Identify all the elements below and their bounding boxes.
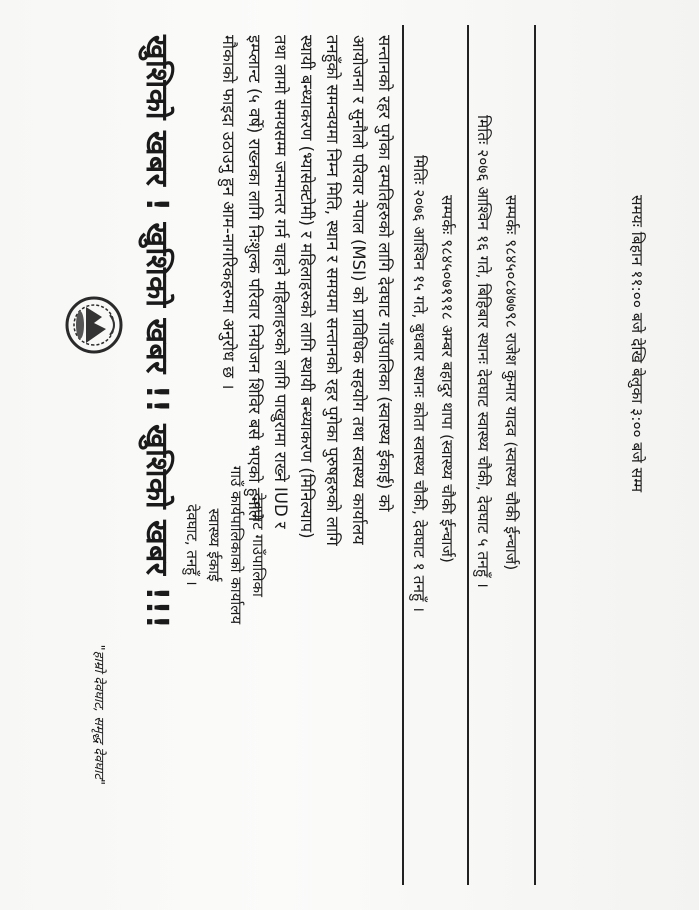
issuing-office	[181, 415, 269, 675]
headline: खुशिको खबर ! खुशिको खबर !! खुशिको खबर !!!	[139, 35, 174, 630]
body-line: इम्प्लान्ट (५ वर्षे) राख्नका लागि निःशुल्क परिवार नियोजन शिविर बसे भएको हुनाले	[245, 35, 264, 522]
divider	[468, 25, 470, 885]
body-line: स्थायी बन्ध्याकरण (भ्यासेक्टोमी) र महिलाहरुको लागि स्थायी बन्ध्याकरण (मिनिल्याप)	[297, 35, 316, 539]
office-unit: स्वास्थ्य ईकाई	[205, 508, 223, 582]
body-line: मौकाको फाइदा उठाउनु हुन आम-नागरिकहरुमा अनुरोध छ ।	[219, 35, 238, 390]
divider	[535, 25, 537, 885]
slogan: "हाम्रो देवघाट, समृद्ध देवघाट"	[91, 644, 106, 785]
body-line: तनहुँको समन्वयमा निम्न मिति, स्थान र समयमा सन्तानको रहर पुगेका पुरुषहरुको लागि	[323, 35, 342, 546]
event2-date: मितिः २०७६ आश्विन १६ गते, बिहिबार स्थानः देवघाट स्वास्थ्य चौकी, देवघाट ५ तनहुँ ।	[474, 115, 492, 588]
body-line: आयोजना र सुनौलो परिवार नेपाल (MSI) को प्राविधिक सहयोग तथा स्वास्थ्य कार्यालय	[349, 35, 368, 545]
nepal-emblem-icon	[64, 295, 124, 355]
office-address: देवघाट, तनहुँ ।	[183, 504, 201, 586]
event1-date: मितिः २०७६ आश्विन १५ गते, बुधबार स्थानः कोता स्वास्थ्य चौकी, देवघाट १ तनहुँ ।	[410, 155, 428, 613]
body-line: तथा लामो समयसम्म जन्मान्तर गर्न चाहने महिलाहरुको लागि पाखुरामा राख्ने IUD र	[271, 35, 290, 529]
event1-contact: सम्पर्कः ९८४५०७१९१८ अम्बर बहादुर थापा (स्वास्थ्य चौकी ईन्चार्ज)	[438, 195, 456, 563]
time-line: समयः बिहान ११:०० बजे देखि बेलुका ३:०० बजे सम्म	[628, 195, 646, 493]
body-line: सन्तानको रहर पुगेका दम्पतिहरुको लागि देवघाट गाउँपालिका (स्वास्थ्य ईकाई) को	[375, 35, 394, 512]
event2-contact: सम्पर्कः ९८४५०८४७७९८ राजेश कुमार यादव (स्वास्थ्य चौकी ईन्चार्ज)	[502, 195, 520, 571]
office-executive: गाउँ कार्यपालिकाको कार्यालय	[227, 465, 245, 625]
office-name: देवघाट गाउँपालिका	[249, 493, 267, 597]
notice-sheet	[19, 15, 679, 895]
divider	[403, 25, 405, 885]
